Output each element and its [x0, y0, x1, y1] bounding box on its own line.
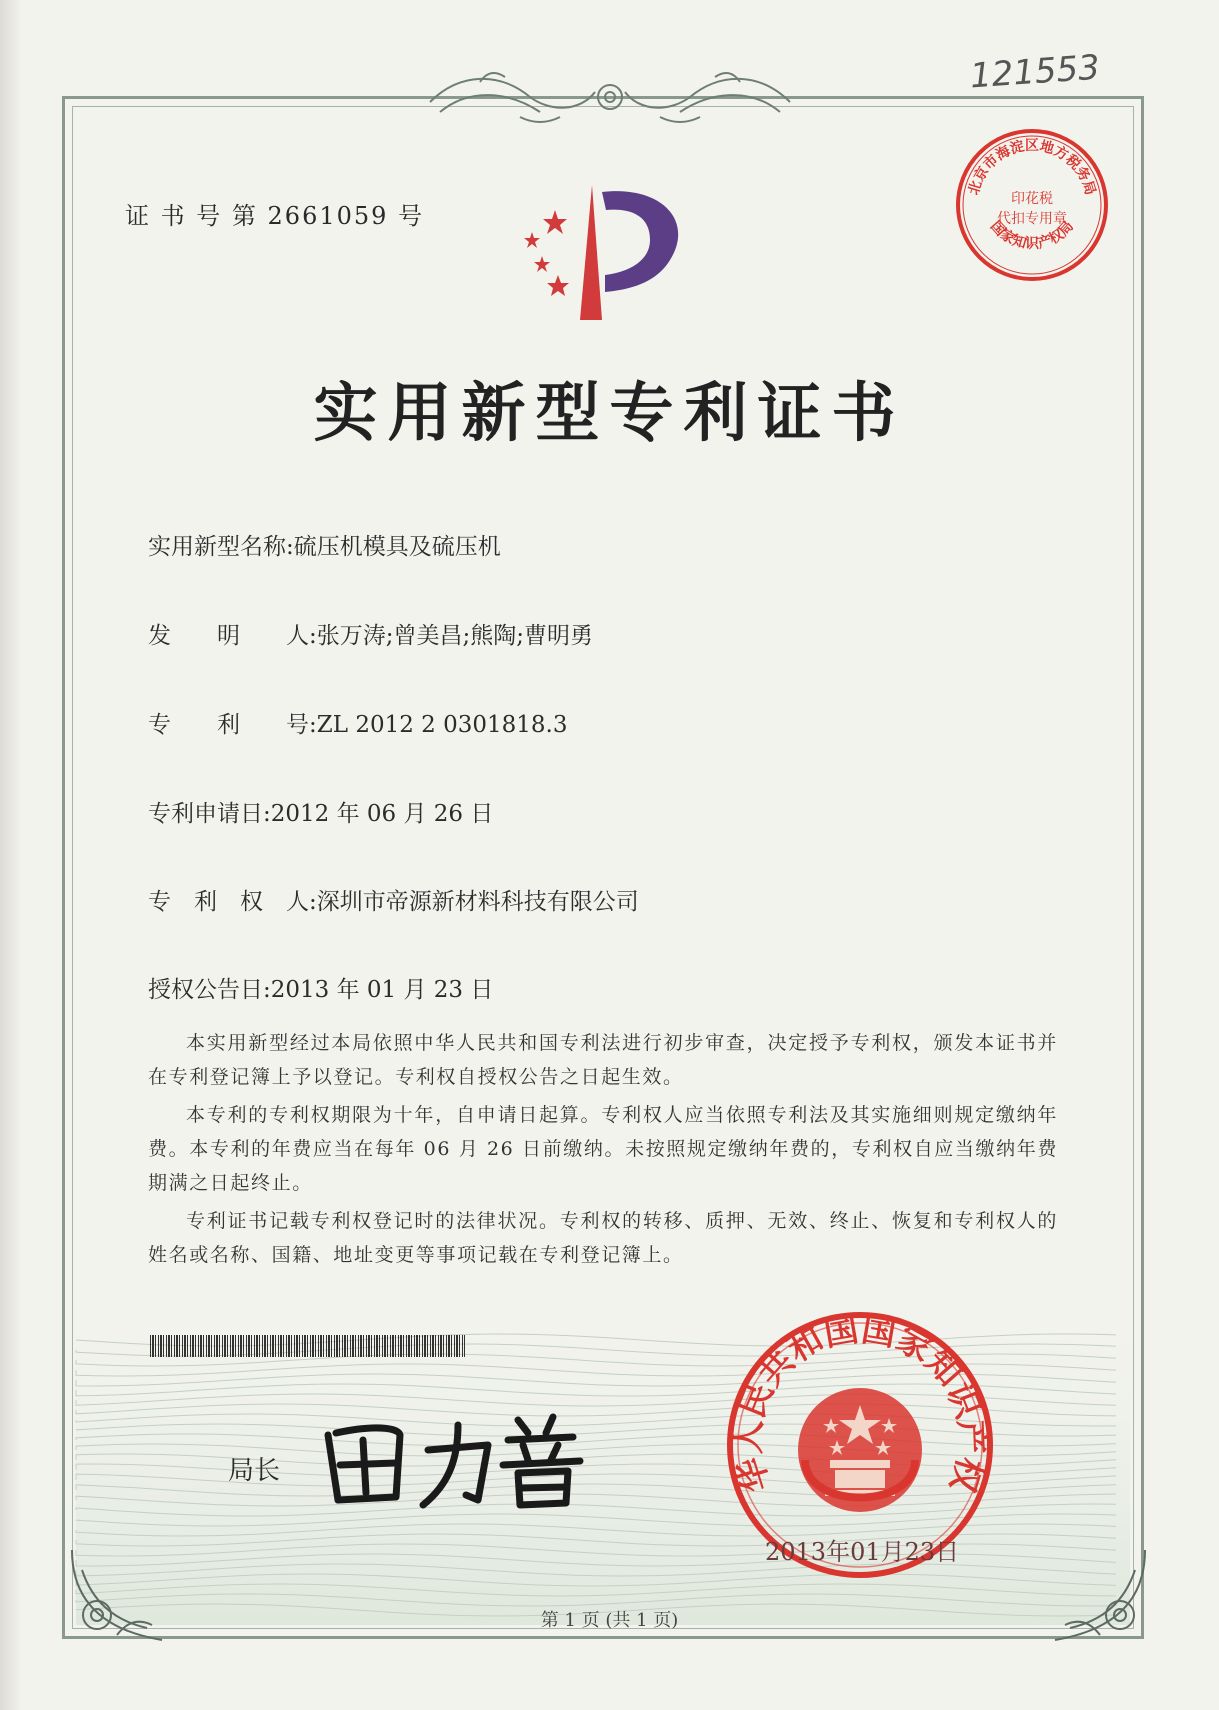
field-grant-date [148, 971, 493, 1004]
national-emblem-icon [798, 1388, 922, 1512]
field-value: 深圳市帝源新材料科技有限公司 [316, 889, 639, 915]
tax-stamp-line1: 印花税 [1011, 191, 1053, 207]
barcode [150, 1335, 465, 1357]
field-label: 发 明 人: [148, 623, 317, 649]
page-title: 实用新型专利证书 [313, 377, 906, 451]
page-number-footer: 第 1 页 (共 1 页) [540, 1610, 679, 1631]
field-patent-number [148, 706, 567, 739]
field-label: 专 利 权 人: [148, 889, 317, 915]
paragraph-legal-status: 专利证书记载专利权登记时的法律状况。专利权的转移、质押、无效、终止、恢复和专利权人的姓名或名称、国籍、地址变更等事项记载在专利登记簿上。 [148, 1210, 1058, 1266]
seal-date: 2013年01月23日 [765, 1538, 960, 1566]
certificate-number-value: 2661059 [267, 202, 389, 230]
field-patentee [148, 883, 639, 916]
field-value: 硫压机模具及硫压机 [293, 534, 501, 560]
handwritten-number: 121553 [968, 47, 1102, 97]
tax-stamp-line2: 代扣专用章 [997, 211, 1067, 227]
field-label: 授权公告日: [148, 977, 271, 1003]
field-value: 2012 年 06 月 26 日 [270, 801, 494, 827]
bottom-right-ornament [1045, 1540, 1155, 1650]
tax-stamp-outer-text: 北京市海淀区地方税务局 [965, 138, 1099, 197]
director-signature [318, 1405, 588, 1515]
director-label: 局长 [228, 1456, 281, 1486]
field-label: 专利申请日: [148, 801, 271, 827]
field-value: ZL 2012 2 0301818.3 [316, 712, 568, 738]
binding-edge [0, 0, 22, 1710]
certificate-number-suffix: 号 [398, 202, 425, 230]
seal-text: 中华人民共和国国家知识产权局 [708, 1279, 992, 1497]
certificate-number [125, 196, 424, 231]
certificate-number-label: 证 书 号 第 [125, 202, 258, 230]
patent-office-logo [510, 180, 700, 330]
tax-stamp-bottom-text: 国家知识产权局 [987, 218, 1077, 253]
field-utility-model-name [148, 528, 501, 561]
field-label: 专 利 号: [148, 712, 317, 738]
paragraph-grant-statement: 本实用新型经过本局依照中华人民共和国专利法进行初步审查，决定授予专利权，颁发本证书并在专利登记簿上予以登记。专利权自授权公告之日起生效。 [148, 1032, 1058, 1088]
tax-stamp [952, 125, 1112, 285]
field-value: 2013 年 01 月 23 日 [270, 977, 494, 1003]
top-ornament [420, 62, 800, 132]
field-application-date [148, 795, 493, 828]
bottom-left-ornament [62, 1540, 172, 1650]
paragraph-term-statement: 本专利的专利权期限为十年，自申请日起算。专利权人应当依照专利法及其实施细则规定缴纳年费。本专利的年费应当在每年 06 月 26 日前缴纳。未按照规定缴纳年费的，专利权自应当缴纳年费期满之日起终止。 [148, 1104, 1058, 1194]
field-inventor [148, 617, 593, 650]
field-label: 实用新型名称: [148, 534, 294, 560]
field-value: 张万涛;曾美昌;熊陶;曹明勇 [316, 623, 593, 649]
